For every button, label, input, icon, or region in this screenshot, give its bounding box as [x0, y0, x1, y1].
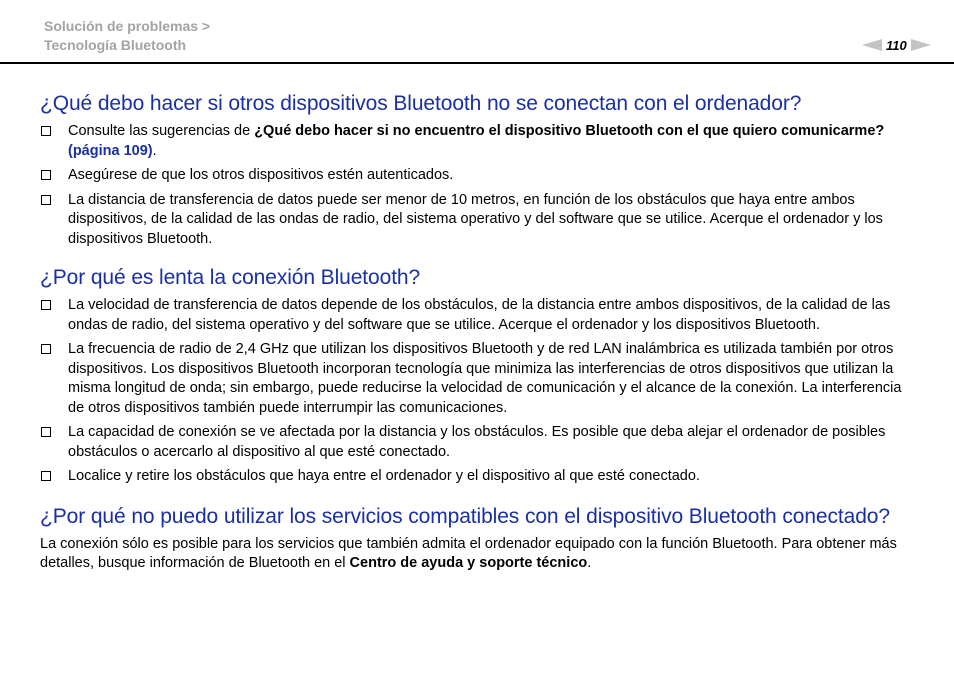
page-header [0, 0, 954, 64]
page-109-link[interactable]: (página 109) [68, 142, 153, 159]
list-item [40, 166, 915, 186]
list-item [40, 296, 915, 335]
item-text: La frecuencia de radio de 2,4 GHz que utilizan los dispositivos Bluetooth y de red LAN inalámbrica es utilizada también por otros dispositivos. Los dispositivos Bluetooth incorporan tecnología que minimiza las interferencias de otros dispositivos que utilizan la misma longitud de onda; sin embargo, puede reducirse la velocidad de comunicación y el alcance de la conexión. La interferencia de otros dispositivos también puede interrumpir las comunicaciones. [68, 341, 902, 416]
item-text: Consulte las sugerencias de [68, 123, 255, 139]
list-item [40, 340, 915, 418]
list-item [40, 122, 915, 161]
item-text-end: . [152, 142, 157, 159]
previous-page-icon[interactable] [862, 39, 882, 51]
list-item [40, 467, 915, 487]
item-bold-reference: ¿Qué debo hacer si no encuentro el dispositivo Bluetooth con el que quiero comunicarme? [254, 123, 885, 139]
next-page-icon[interactable] [911, 39, 931, 51]
paragraph-text-end: . [587, 555, 592, 571]
checkbox-bullet-icon [41, 471, 51, 481]
page-navigation [862, 36, 931, 54]
item-text: Localice y retire los obstáculos que haya entre el ordenador y el dispositivo al que esté conectado. [68, 468, 700, 484]
checkbox-bullet-icon [41, 170, 51, 180]
breadcrumb [44, 17, 210, 55]
page-content [40, 91, 915, 574]
checkbox-bullet-icon [41, 195, 51, 205]
item-text: La capacidad de conexión se ve afectada por la distancia y los obstáculos. Es posible que deba alejar el ordenador de posibles obstáculos o acercarlo al dispositivo al que esté conectado. [68, 424, 886, 460]
paragraph-text: La conexión sólo es posible para los servicios que también admita el ordenador equipado con la función Bluetooth. Para obtener más detalles, busque información de Bluetooth en el [40, 535, 897, 571]
breadcrumb-parent[interactable]: Solución de problemas > [44, 18, 211, 34]
section-paragraph-services [40, 535, 915, 574]
list-item [40, 423, 915, 462]
section-list-devices-not-connecting [40, 122, 915, 249]
section-title-slow-connection: ¿Por qué es lenta la conexión Bluetooth? [40, 266, 421, 289]
checkbox-bullet-icon [41, 427, 51, 437]
checkbox-bullet-icon [41, 300, 51, 310]
checkbox-bullet-icon [41, 344, 51, 354]
item-text: Asegúrese de que los otros dispositivos estén autenticados. [68, 167, 454, 183]
breadcrumb-current[interactable]: Tecnología Bluetooth [44, 37, 187, 53]
list-item [40, 191, 915, 250]
item-text: La velocidad de transferencia de datos depende de los obstáculos, de la distancia entre ambos dispositivos, de la calidad de las ondas de radio, del sistema operativo y del software que se utilice. Acerque el ordenador y los dispositivos Bluetooth. [68, 297, 891, 333]
header-divider [0, 62, 954, 64]
section-title-devices-not-connecting: ¿Qué debo hacer si otros dispositivos Bluetooth no se conectan con el ordenador? [40, 92, 802, 115]
item-text: La distancia de transferencia de datos puede ser menor de 10 metros, en función de los obstáculos que haya entre ambos dispositivos, de la calidad de las ondas de radio, del sistema operativo y del software que se utilice. Acerque el ordenador y los dispositivos Bluetooth. [68, 191, 883, 247]
page-number: 110 [886, 37, 907, 53]
help-center-reference: Centro de ayuda y soporte técnico [349, 555, 588, 571]
section-list-slow-connection [40, 296, 915, 487]
section-title-services-unavailable: ¿Por qué no puedo utilizar los servicios compatibles con el dispositivo Bluetooth conectado? [40, 504, 890, 528]
checkbox-bullet-icon [41, 126, 51, 136]
